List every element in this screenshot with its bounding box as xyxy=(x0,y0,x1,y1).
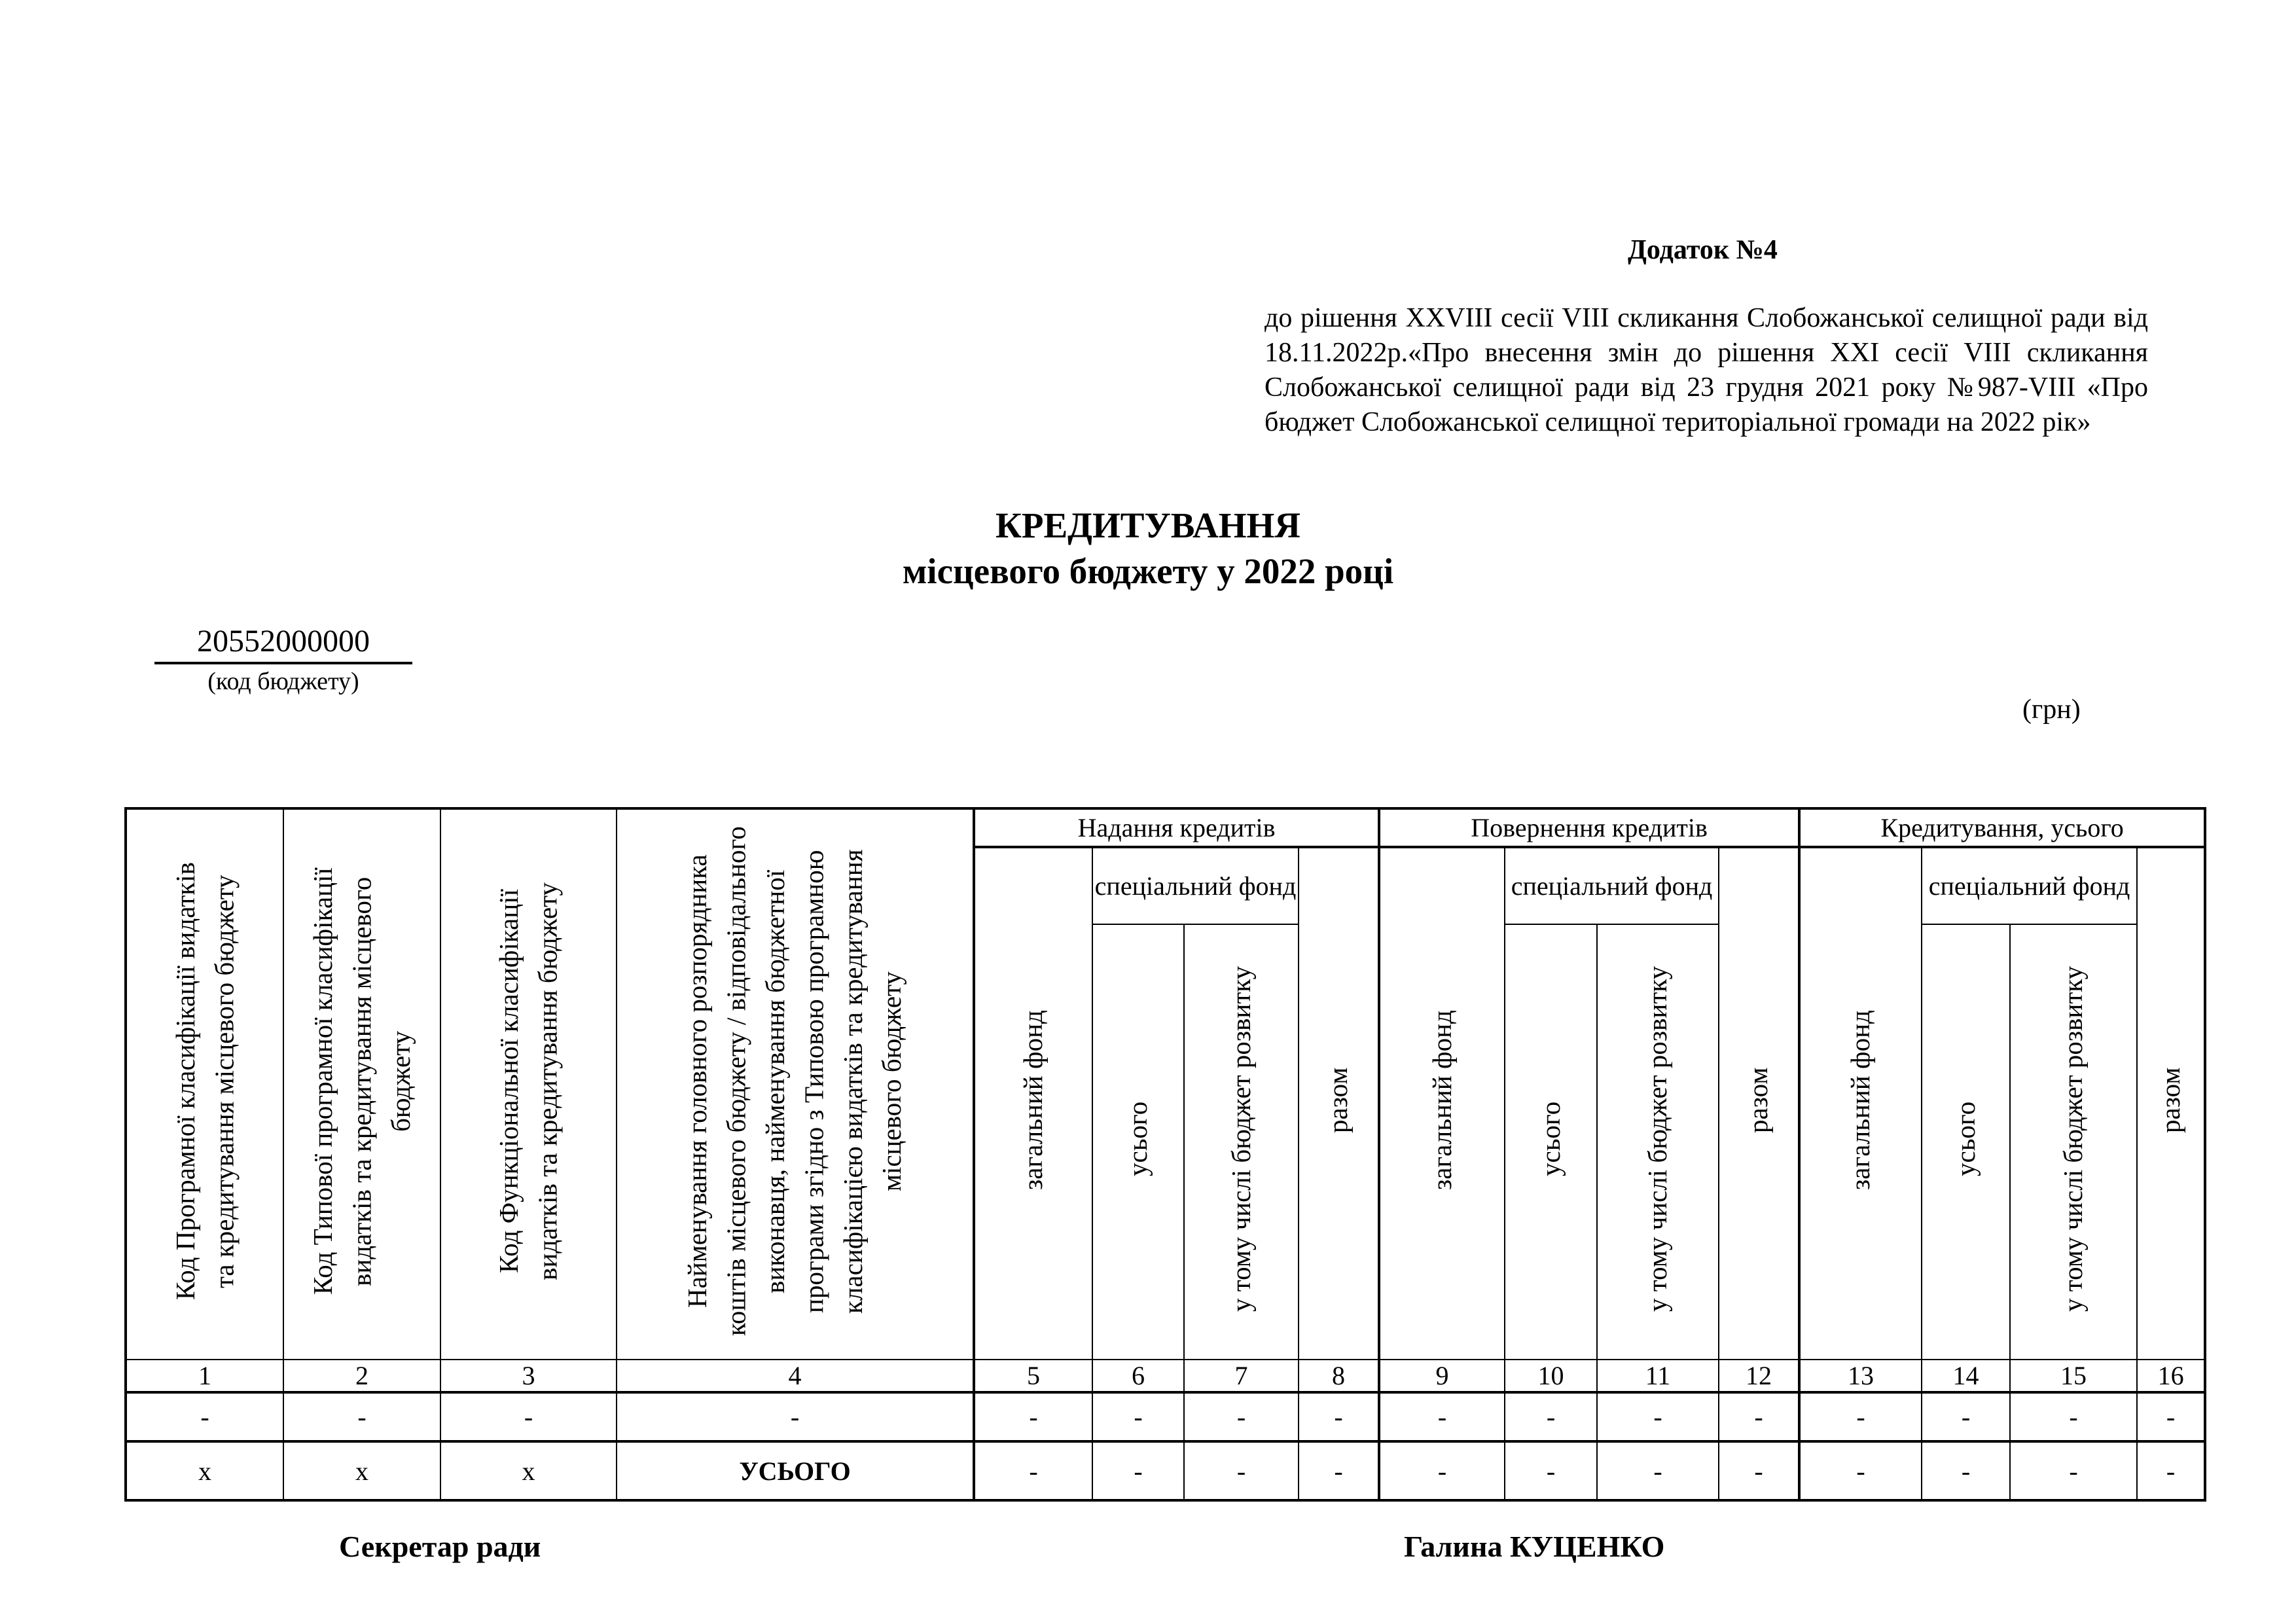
document-title xyxy=(0,503,2296,594)
number-cell: 14 xyxy=(1922,1360,2010,1392)
data-cell: - xyxy=(1719,1392,1799,1441)
razom-label: разом xyxy=(2155,1067,2185,1134)
data-cell: - xyxy=(1922,1392,2010,1441)
header-col2 xyxy=(283,808,440,1360)
group-header-lending: Надання кредитів xyxy=(974,808,1379,847)
incl-dev-budget-label: у тому числі бюджет розвитку xyxy=(1225,965,1256,1312)
signature-role: Секретар ради xyxy=(339,1530,541,1563)
subtotal-label: усього xyxy=(1535,1101,1566,1176)
header-col4 xyxy=(617,808,974,1360)
appendix-label: Додаток №4 xyxy=(1628,235,1778,265)
decree-reference-paragraph: до рішення XXVIII сесії VIII скликання Слобожанської селищної ради від 18.11.2022р.«Про внесення змін до рішення XXI сесії VIII скликання Слобожанської селищної ради від 23 грудня 2021 року №987-VIII «Про бюджет Слобожанської селищної територіальної громади на 2022 рік» xyxy=(1265,303,2148,437)
number-cell: 13 xyxy=(1799,1360,1922,1392)
data-cell: - xyxy=(1719,1441,1799,1500)
header-razom-2 xyxy=(1719,847,1799,1360)
header-razom-1 xyxy=(1299,847,1379,1360)
budget-code-caption: (код бюджету) xyxy=(207,668,359,695)
number-cell: 3 xyxy=(440,1360,617,1392)
data-cell: - xyxy=(1379,1441,1505,1500)
data-cell: - xyxy=(1184,1392,1299,1441)
data-cell: - xyxy=(2137,1441,2205,1500)
data-cell: - xyxy=(1299,1441,1379,1500)
data-cell: - xyxy=(283,1392,440,1441)
header-subtotal-2 xyxy=(1505,924,1597,1360)
data-cell: - xyxy=(974,1441,1092,1500)
data-cell: - xyxy=(1505,1392,1597,1441)
number-cell: 7 xyxy=(1184,1360,1299,1392)
header-razom-3 xyxy=(2137,847,2205,1360)
header-special-fund-2: спеціальний фонд xyxy=(1505,847,1719,924)
group-header-crediting-total: Кредитування, усього xyxy=(1799,808,2205,847)
document-title-line1: КРЕДИТУВАННЯ xyxy=(995,505,1301,545)
total-row-label: УСЬОГО xyxy=(617,1441,974,1500)
data-cell: х xyxy=(283,1441,440,1500)
header-col1 xyxy=(126,808,283,1360)
signature-name: Галина КУЦЕНКО xyxy=(1404,1530,1665,1563)
currency-unit-note: (грн) xyxy=(2022,695,2081,725)
data-cell: - xyxy=(440,1392,617,1441)
number-cell: 1 xyxy=(126,1360,283,1392)
incl-dev-budget-label: у тому числі бюджет розвитку xyxy=(2058,965,2089,1312)
data-cell: - xyxy=(1092,1441,1184,1500)
data-cell: - xyxy=(974,1392,1092,1441)
header-general-fund-3 xyxy=(1799,847,1922,1360)
general-fund-label: загальний фонд xyxy=(1018,1010,1049,1191)
razom-label: разом xyxy=(1323,1067,1354,1134)
data-cell: - xyxy=(1597,1392,1719,1441)
header-special-fund-3: спеціальний фонд xyxy=(1922,847,2137,924)
number-cell: 12 xyxy=(1719,1360,1799,1392)
general-fund-label: загальний фонд xyxy=(1845,1010,1876,1191)
header-subtotal-1 xyxy=(1092,924,1184,1360)
header-col1-label: Код Програмної класифікації видатків та кредитування місцевого бюджету xyxy=(170,862,239,1300)
data-cell: - xyxy=(1379,1392,1505,1441)
number-cell: 8 xyxy=(1299,1360,1379,1392)
data-cell: - xyxy=(2137,1392,2205,1441)
data-cell: - xyxy=(1799,1441,1922,1500)
subtotal-label: усього xyxy=(1122,1101,1153,1176)
data-cell: - xyxy=(2010,1392,2137,1441)
data-cell: - xyxy=(1597,1441,1719,1500)
document-title-line2: місцевого бюджету у 2022 році xyxy=(902,551,1394,591)
crediting-table xyxy=(124,807,2206,1502)
header-subtotal-3 xyxy=(1922,924,2010,1360)
data-cell: - xyxy=(2010,1441,2137,1500)
group-header-repayment: Повернення кредитів xyxy=(1379,808,1799,847)
number-cell: 15 xyxy=(2010,1360,2137,1392)
data-cell: - xyxy=(1922,1441,2010,1500)
razom-label: разом xyxy=(1743,1067,1774,1134)
number-cell: 6 xyxy=(1092,1360,1184,1392)
empty-data-row xyxy=(126,1392,2205,1441)
data-cell: х xyxy=(126,1441,283,1500)
data-cell: х xyxy=(440,1441,617,1500)
budget-code-value: 20552000000 xyxy=(154,623,412,664)
header-incl-dev-3 xyxy=(2010,924,2137,1360)
header-col4-label: Найменування головного розпорядника коштів місцевого бюджету / відповідального виконавця, найменування бюджетної програми згідно з Типовою програмною класифікацією видатків та кредитування місцевого бюджету xyxy=(682,826,907,1336)
number-cell: 16 xyxy=(2137,1360,2205,1392)
header-incl-dev-2 xyxy=(1597,924,1719,1360)
data-cell: - xyxy=(1184,1441,1299,1500)
budget-code-block xyxy=(154,623,412,696)
header-general-fund-2 xyxy=(1379,847,1505,1360)
number-cell: 5 xyxy=(974,1360,1092,1392)
data-cell: - xyxy=(126,1392,283,1441)
subtotal-label: усього xyxy=(1950,1101,1981,1176)
data-cell: - xyxy=(617,1392,974,1441)
data-cell: - xyxy=(1799,1392,1922,1441)
general-fund-label: загальний фонд xyxy=(1426,1010,1457,1191)
column-number-row xyxy=(126,1360,2205,1392)
number-cell: 11 xyxy=(1597,1360,1719,1392)
header-special-fund-1: спеціальний фонд xyxy=(1092,847,1299,924)
header-col3-label: Код Функціональної класифікації видатків та кредитування бюджету xyxy=(493,882,563,1280)
data-cell: - xyxy=(1092,1392,1184,1441)
number-cell: 9 xyxy=(1379,1360,1505,1392)
total-row xyxy=(126,1441,2205,1500)
header-general-fund-1 xyxy=(974,847,1092,1360)
number-cell: 10 xyxy=(1505,1360,1597,1392)
data-cell: - xyxy=(1299,1392,1379,1441)
data-cell: - xyxy=(1505,1441,1597,1500)
header-incl-dev-1 xyxy=(1184,924,1299,1360)
header-col2-label: Код Типової програмної класифікації видатків та кредитування місцевого бюджету xyxy=(307,867,416,1295)
number-cell: 2 xyxy=(283,1360,440,1392)
incl-dev-budget-label: у тому числі бюджет розвитку xyxy=(1642,965,1673,1312)
number-cell: 4 xyxy=(617,1360,974,1392)
header-col3 xyxy=(440,808,617,1360)
